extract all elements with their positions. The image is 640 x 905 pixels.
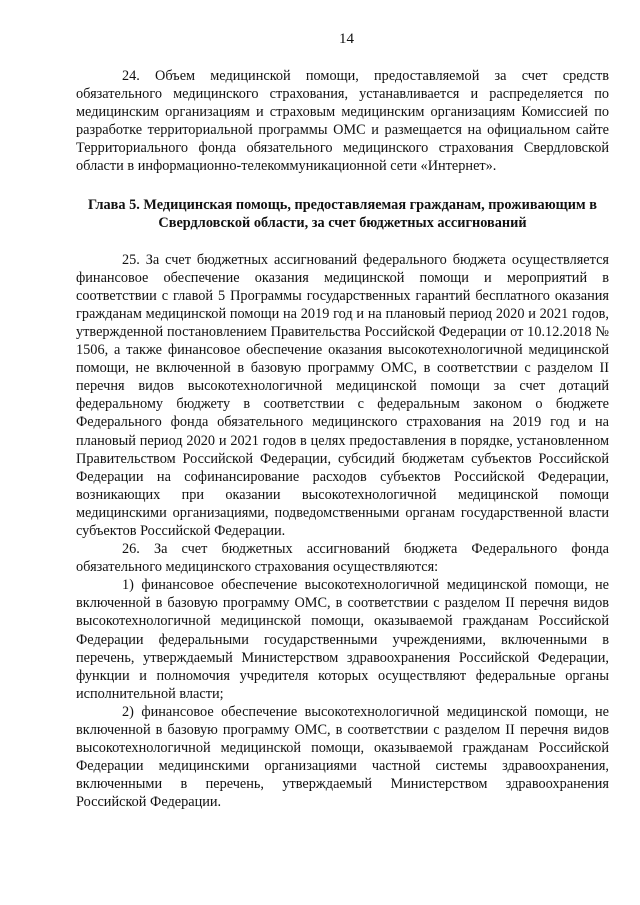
paragraph-24: 24. Объем медицинской помощи, предоставляемой за счет средств обязательного медицинского страхования, устанавливается и распределяется по медицинским организациям и страховым медицинским организациям Комиссией по разработке территориальной программы ОМС и размещается на официальном сайте Территориального фонда обязательного медицинского страхования Свердловской области в информационно-телекоммуникационной сети «Интернет».: [76, 68, 609, 175]
paragraph-26-item-2: 2) финансовое обеспечение высокотехнологичной медицинской помощи, не включенной в базовую программу ОМС, в соответствии с разделом II перечня видов высокотехнологичной медицинской помощи, оказываемой гражданам Российской Федерации медицинскими организациями частной системы здравоохранения, включенными в перечень, утверждаемый Министерством здравоохранения Российской Федерации.: [76, 703, 609, 811]
paragraph-26: 26. За счет бюджетных ассигнований бюджета Федерального фонда обязательного медицинского страхования осуществляются:: [76, 541, 609, 576]
paragraph-25: 25. За счет бюджетных ассигнований федерального бюджета осуществляется финансовое обеспечение оказания медицинской помощи и мероприятий в соответствии с главой 5 Программы государственных гарантий бесплатного оказания гражданам медицинской помощи на 2019 год и на плановый период 2020 и 2021 годов, утвержденной постановлением Правительства Российской Федерации от 10.12.2018 № 1506, а также финансовое обеспечение оказания высокотехнологичной медицинской помощи, не включенной в базовую программу ОМС, в соответствии с разделом II перечня видов высокотехнологичной медицинской помощи за счет дотаций федеральному бюджету в соответствии с федеральным законом о бюджете Федерального фонда обязательного медицинского страхования на 2019 год и на плановый период 2020 и 2021 годов в целях предоставления в порядке, установленном Правительством Российской Федерации, субсидий бюджетам субъектов Российской Федерации на софинансирование расходов субъектов Российской Федерации, возникающих при оказании высокотехнологичной медицинской помощи медицинскими организациями, подведомственными органам государственной власти субъектов Российской Федерации.: [76, 251, 609, 539]
chapter-heading: Глава 5. Медицинская помощь, предоставляемая гражданам, проживающим в Свердловской области, за счет бюджетных ассигнований: [88, 196, 597, 231]
page-number: 14: [339, 31, 354, 47]
paragraph-26-item-1: 1) финансовое обеспечение высокотехнологичной медицинской помощи, не включенной в базовую программу ОМС, в соответствии с разделом II перечня видов высокотехнологичной медицинской помощи, оказываемой гражданам Российской Федерации федеральными государственными учреждениями, включенными в перечень, утверждаемый Министерством здравоохранения Российской Федерации, функции и полномочия учредителя которых осуществляют федеральные органы исполнительной власти;: [76, 577, 609, 702]
